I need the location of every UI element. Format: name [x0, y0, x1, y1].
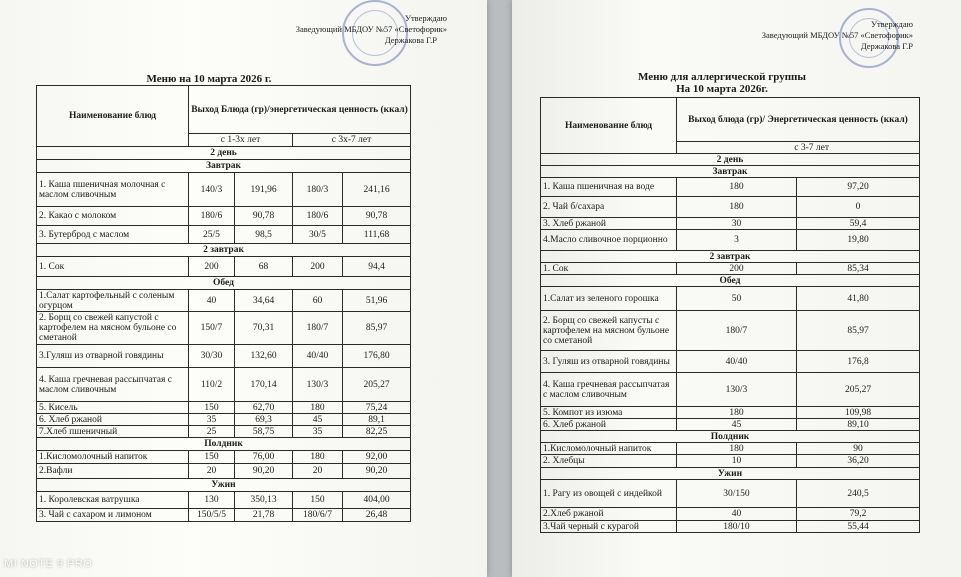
energy-1-3: 350,13 [235, 492, 293, 509]
meal-section-row [37, 244, 411, 257]
dish-name: 3. Бутерброд с маслом [37, 226, 189, 244]
dish-name: 1.Салат картофельный с соленым огурцом [37, 290, 189, 312]
energy-3-7: 85,34 [797, 263, 920, 275]
energy-3-7: 97,20 [797, 178, 920, 197]
portion-3-7: 130/3 [293, 368, 343, 402]
dish-row [37, 492, 411, 509]
portion-3-7: 200 [677, 263, 797, 275]
portion-1-3: 35 [189, 414, 235, 426]
energy-3-7: 85,97 [797, 311, 920, 351]
left-approve-line: Держакова Г.Р [384, 35, 437, 45]
energy-3-7: 90,20 [343, 464, 411, 479]
meal-section-title: Полдник [37, 438, 411, 451]
meal-section-title: Обед [541, 275, 920, 287]
portion-3-7: 30/150 [677, 480, 797, 508]
meal-section-row [37, 277, 411, 290]
dish-name: 6. Хлеб ржаной [541, 419, 677, 431]
meal-section-row [541, 275, 920, 287]
portion-1-3: 150/5/5 [189, 509, 235, 522]
meal-section-title: Ужин [541, 468, 920, 480]
portion-3-7: 45 [293, 414, 343, 426]
portion-3-7: 180 [677, 178, 797, 197]
energy-3-7: 94,4 [343, 257, 411, 277]
dish-row [541, 480, 920, 508]
portion-3-7: 40 [677, 508, 797, 521]
energy-3-7: 59,4 [797, 218, 920, 230]
dish-name: 2. Хлебцы [541, 455, 677, 468]
portion-3-7: 150 [293, 492, 343, 509]
dish-name: 1. Сок [37, 257, 189, 277]
energy-3-7: 89,10 [797, 419, 920, 431]
portion-1-3: 30/30 [189, 345, 235, 368]
left-day-row [37, 147, 411, 160]
meal-section-row [541, 251, 920, 263]
dish-row [37, 226, 411, 244]
dish-name: 3. Гуляш из отварной говядины [541, 351, 677, 373]
meal-section-title: Завтрак [541, 166, 920, 178]
dish-row [37, 345, 411, 368]
dish-row [541, 443, 920, 455]
energy-3-7: 79,2 [797, 508, 920, 521]
portion-1-3: 140/3 [189, 173, 235, 207]
left-approve-line: Утверждаю [404, 13, 447, 23]
energy-1-3: 70,31 [235, 312, 293, 345]
energy-3-7: 176,8 [797, 351, 920, 373]
right-menu-sheet [512, 0, 961, 577]
energy-3-7: 19,80 [797, 230, 920, 251]
header-output: Выход блюда (гр)/ Энергетическая ценность (ккал) [677, 98, 920, 142]
energy-1-3: 90,78 [235, 207, 293, 226]
dish-row [37, 257, 411, 277]
header-dish-name: Наименование блюд [37, 86, 189, 147]
dish-row [541, 197, 920, 218]
dish-name: 1. Сок [541, 263, 677, 275]
dish-name: 3. Чай с сахаром и лимоном [37, 509, 189, 522]
dish-row [37, 173, 411, 207]
dish-name: 1. Каша пшеничная на воде [541, 178, 677, 197]
portion-1-3: 40 [189, 290, 235, 312]
dish-name: 1.Кисломолочный напиток [541, 443, 677, 455]
dish-row [37, 402, 411, 414]
energy-3-7: 404,00 [343, 492, 411, 509]
portion-3-7: 60 [293, 290, 343, 312]
dish-name: 2.Хлеб ржаной [541, 508, 677, 521]
portion-3-7: 180/6 [293, 207, 343, 226]
portion-3-7: 180/7 [677, 311, 797, 351]
energy-1-3: 132,60 [235, 345, 293, 368]
energy-1-3: 62,70 [235, 402, 293, 414]
dish-name: 2. Чай б/сахара [541, 197, 677, 218]
right-menu-table [540, 97, 920, 533]
dish-name: 5. Кисель [37, 402, 189, 414]
portion-3-7: 180/10 [677, 521, 797, 533]
portion-3-7: 10 [677, 455, 797, 468]
day-label: 2 день [541, 154, 920, 166]
left-approval-block [296, 13, 447, 46]
camera-watermark: MI NOTE 9 PRO [4, 558, 93, 570]
portion-3-7: 40/40 [293, 345, 343, 368]
portion-1-3: 130 [189, 492, 235, 509]
portion-3-7: 180 [293, 402, 343, 414]
energy-1-3: 76,00 [235, 451, 293, 464]
energy-3-7: 26,48 [343, 509, 411, 522]
energy-3-7: 55,44 [797, 521, 920, 533]
dish-row [37, 207, 411, 226]
day-label: 2 день [37, 147, 411, 160]
dish-name: 5. Компот из изюма [541, 407, 677, 419]
meal-section-title: 2 завтрак [37, 244, 411, 257]
energy-3-7: 90,78 [343, 207, 411, 226]
meal-section-title: Завтрак [37, 160, 411, 173]
dish-row [37, 312, 411, 345]
right-approve-line: Держакова Г.Р [860, 41, 913, 51]
portion-3-7: 180/3 [293, 173, 343, 207]
dish-row [541, 407, 920, 419]
meal-section-row [541, 431, 920, 443]
energy-1-3: 98,5 [235, 226, 293, 244]
dish-row [541, 287, 920, 311]
dish-name: 2. Какао с молоком [37, 207, 189, 226]
dish-name: 2.Вафли [37, 464, 189, 479]
portion-1-3: 110/2 [189, 368, 235, 402]
portion-1-3: 20 [189, 464, 235, 479]
dish-name: 6. Хлеб ржаной [37, 414, 189, 426]
right-title-line1: Меню для аллергической группы [638, 71, 806, 83]
meal-section-row [541, 166, 920, 178]
portion-3-7: 50 [677, 287, 797, 311]
portion-3-7: 180 [677, 443, 797, 455]
portion-3-7: 180 [293, 451, 343, 464]
portion-1-3: 25/5 [189, 226, 235, 244]
dish-name: 4.Масло сливочное порционно [541, 230, 677, 251]
dish-row [541, 218, 920, 230]
portion-3-7: 200 [293, 257, 343, 277]
energy-3-7: 89,1 [343, 414, 411, 426]
energy-3-7: 176,80 [343, 345, 411, 368]
dish-name: 1. Королевская ватрушка [37, 492, 189, 509]
energy-3-7: 90 [797, 443, 920, 455]
dish-row [37, 290, 411, 312]
left-header-row [37, 86, 411, 134]
dish-row [541, 351, 920, 373]
energy-3-7: 36,20 [797, 455, 920, 468]
age-group-3-7: с 3-7 лет [677, 142, 920, 154]
meal-section-row [37, 160, 411, 173]
portion-3-7: 3 [677, 230, 797, 251]
age-group-1-3: с 1-3х лет [189, 134, 293, 147]
portion-3-7: 45 [677, 419, 797, 431]
portion-3-7: 180 [677, 407, 797, 419]
energy-1-3: 170,14 [235, 368, 293, 402]
portion-1-3: 25 [189, 426, 235, 438]
energy-3-7: 92,00 [343, 451, 411, 464]
right-approve-line: Утверждаю [870, 19, 913, 29]
portion-1-3: 200 [189, 257, 235, 277]
dish-name: 2. Борщ со свежей капустой с картофелем на мясном бульоне со сметаной [37, 312, 189, 345]
dish-name: 1. Каша пшеничная молочная с маслом сливочным [37, 173, 189, 207]
dish-row [37, 464, 411, 479]
portion-1-3: 150 [189, 402, 235, 414]
meal-section-row [541, 468, 920, 480]
dish-name: 2. Борщ со свежей капусты с картофелем на мясном бульоне со сметаной [541, 311, 677, 351]
dish-name: 4. Каша гречневая рассыпчатая с маслом сливочным [541, 373, 677, 407]
left-approve-line: Заведующий МБДОУ №57 «Светофорик» [295, 24, 447, 34]
dish-row [541, 521, 920, 533]
energy-3-7: 85,97 [343, 312, 411, 345]
dish-row [541, 419, 920, 431]
dish-name: 1. Рагу из овощей с индейкой [541, 480, 677, 508]
dish-name: 1.Салат из зеленого горошка [541, 287, 677, 311]
meal-section-title: Ужин [37, 479, 411, 492]
dish-row [37, 414, 411, 426]
energy-1-3: 90,20 [235, 464, 293, 479]
meal-section-title: Обед [37, 277, 411, 290]
energy-3-7: 41,80 [797, 287, 920, 311]
energy-3-7: 111,68 [343, 226, 411, 244]
energy-1-3: 58,75 [235, 426, 293, 438]
portion-3-7: 20 [293, 464, 343, 479]
meal-section-row [37, 479, 411, 492]
dish-row [541, 508, 920, 521]
dish-row [541, 178, 920, 197]
energy-3-7: 240,5 [797, 480, 920, 508]
portion-3-7: 180 [677, 197, 797, 218]
dish-name: 4. Каша гречневая рассыпчатая с маслом сливочным [37, 368, 189, 402]
energy-1-3: 68 [235, 257, 293, 277]
dish-name: 3.Гуляш из отварной говядины [37, 345, 189, 368]
portion-1-3: 180/6 [189, 207, 235, 226]
energy-3-7: 205,27 [343, 368, 411, 402]
portion-1-3: 150 [189, 451, 235, 464]
energy-3-7: 0 [797, 197, 920, 218]
energy-3-7: 109,98 [797, 407, 920, 419]
dish-row [37, 426, 411, 438]
dish-row [541, 455, 920, 468]
portion-1-3: 150/7 [189, 312, 235, 345]
dish-row [37, 451, 411, 464]
dish-row [541, 373, 920, 407]
portion-3-7: 30/5 [293, 226, 343, 244]
header-dish-name: Наименование блюд [541, 98, 677, 154]
energy-3-7: 75,24 [343, 402, 411, 414]
dish-name: 1.Кисломолочный напиток [37, 451, 189, 464]
meal-section-title: Полдник [541, 431, 920, 443]
energy-3-7: 51,96 [343, 290, 411, 312]
portion-3-7: 180/6/7 [293, 509, 343, 522]
portion-3-7: 130/3 [677, 373, 797, 407]
left-menu-table [36, 85, 411, 522]
dish-row [37, 368, 411, 402]
portion-3-7: 35 [293, 426, 343, 438]
age-group-3-7: с 3х-7 лет [293, 134, 411, 147]
dish-name: 7.Хлеб пшеничный [37, 426, 189, 438]
energy-3-7: 241,16 [343, 173, 411, 207]
header-output: Выход Блюда (гр)/энергетическая ценность (ккал) [189, 86, 411, 134]
dish-row [37, 509, 411, 522]
right-approve-line: Заведующий МБДОУ №57 «Светофорик» [761, 30, 913, 40]
right-approval-block [762, 19, 913, 52]
dish-row [541, 311, 920, 351]
portion-3-7: 40/40 [677, 351, 797, 373]
meal-section-row [37, 438, 411, 451]
right-title-line2: На 10 марта 2026г. [676, 83, 768, 95]
portion-3-7: 30 [677, 218, 797, 230]
meal-section-title: 2 завтрак [541, 251, 920, 263]
portion-3-7: 180/7 [293, 312, 343, 345]
dish-row [541, 263, 920, 275]
right-day-row [541, 154, 920, 166]
dish-name: 3. Хлеб ржаной [541, 218, 677, 230]
energy-3-7: 82,25 [343, 426, 411, 438]
energy-1-3: 34,64 [235, 290, 293, 312]
energy-1-3: 21,78 [235, 509, 293, 522]
dish-name: 3.Чай черный с курагой [541, 521, 677, 533]
energy-3-7: 205,27 [797, 373, 920, 407]
right-header-row [541, 98, 920, 142]
energy-1-3: 69,3 [235, 414, 293, 426]
left-menu-title: Меню на 10 марта 2026 г. [146, 73, 272, 85]
energy-1-3: 191,96 [235, 173, 293, 207]
dish-row [541, 230, 920, 251]
right-menu-title [552, 71, 892, 95]
